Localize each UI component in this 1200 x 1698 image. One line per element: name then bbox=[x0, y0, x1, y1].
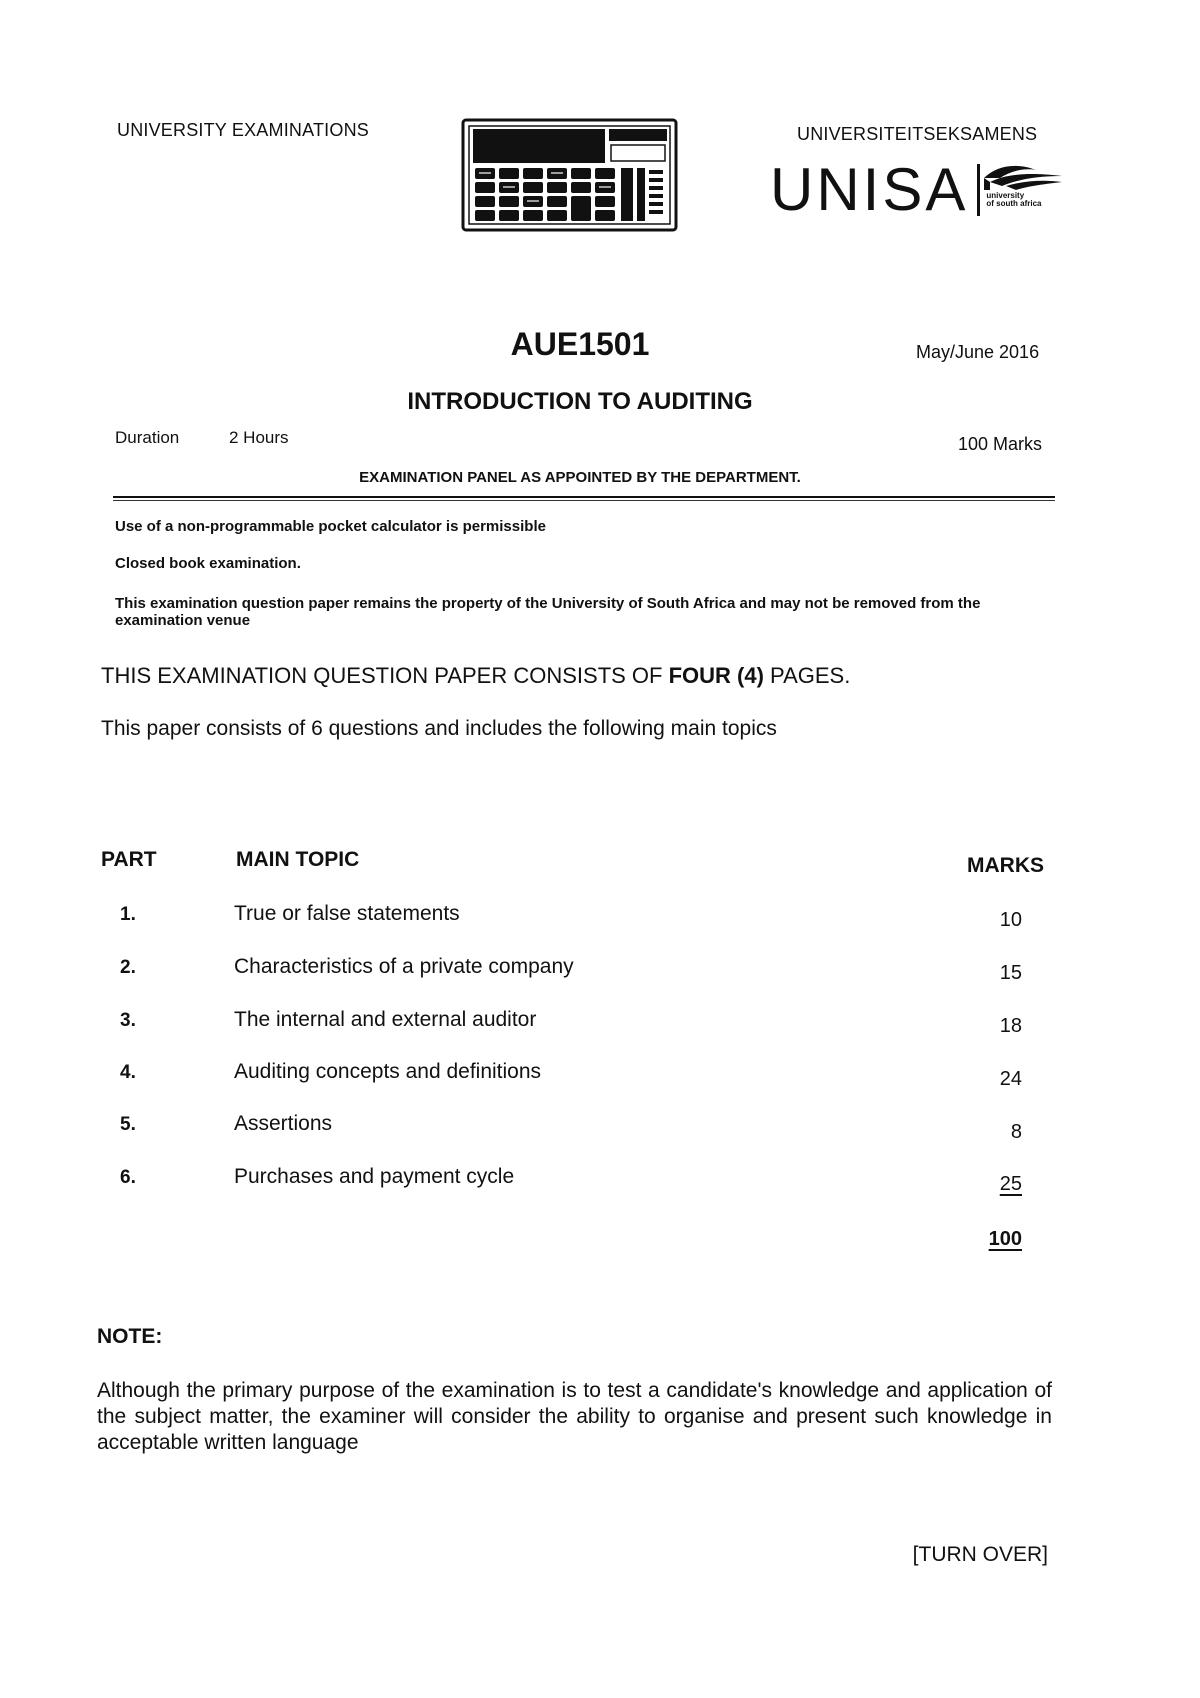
pages-statement-count: FOUR (4) bbox=[668, 663, 764, 688]
row-marks: 18 bbox=[999, 1015, 1022, 1037]
row-marks: 15 bbox=[999, 962, 1022, 984]
unisa-logo-word: UNISA bbox=[770, 156, 969, 223]
header-left-text: UNIVERSITY EXAMINATIONS bbox=[117, 120, 369, 140]
unisa-logo bbox=[770, 156, 1064, 223]
instruction-property: This examination question paper remains the property of the University of South Africa and may not be removed from the examination venue bbox=[115, 595, 981, 629]
row-marks: 8 bbox=[1010, 1121, 1022, 1143]
calculator-icon bbox=[461, 118, 678, 232]
column-header-topic: MAIN TOPIC bbox=[236, 848, 360, 871]
row-part: 2. bbox=[120, 957, 136, 978]
row-topic: Characteristics of a private company bbox=[234, 955, 574, 978]
marks-total-sum: 100 bbox=[988, 1228, 1022, 1250]
exam-date: May/June 2016 bbox=[916, 342, 1040, 362]
instruction-calculator: Use of a non-programmable pocket calculator is permissible bbox=[115, 518, 546, 535]
row-topic: Assertions bbox=[234, 1112, 333, 1135]
unisa-tagline-1: university bbox=[986, 191, 1025, 200]
pages-statement-post: PAGES. bbox=[763, 663, 851, 688]
duration-label: Duration bbox=[115, 428, 180, 447]
row-topic: True or false statements bbox=[234, 902, 460, 925]
row-part: 1. bbox=[120, 904, 136, 925]
course-code: AUE1501 bbox=[510, 326, 650, 362]
row-marks: 24 bbox=[999, 1068, 1022, 1090]
header-right-text: UNIVERSITEITSEKSAMENS bbox=[797, 124, 1038, 144]
course-title: INTRODUCTION TO AUDITING bbox=[407, 388, 753, 415]
divider-rule-thin bbox=[113, 500, 1055, 501]
examination-panel: EXAMINATION PANEL AS APPOINTED BY THE DEPARTMENT. bbox=[359, 469, 801, 486]
note-heading: NOTE: bbox=[97, 1325, 163, 1348]
pages-statement-pre: THIS EXAMINATION QUESTION PAPER CONSISTS OF bbox=[101, 663, 669, 688]
divider-rule bbox=[113, 496, 1055, 498]
row-part: 5. bbox=[120, 1114, 136, 1135]
total-marks: 100 Marks bbox=[958, 434, 1043, 454]
unisa-emblem-icon bbox=[976, 160, 1064, 220]
row-part: 3. bbox=[120, 1010, 136, 1031]
pages-statement bbox=[101, 663, 850, 689]
topics-intro: This paper consists of 6 questions and includes the following main topics bbox=[101, 717, 777, 740]
unisa-tagline-2: of south africa bbox=[986, 199, 1042, 208]
row-part: 6. bbox=[120, 1167, 136, 1188]
row-part: 4. bbox=[120, 1062, 136, 1083]
note-body: Although the primary purpose of the examination is to test a candidate's knowledge and application of the subject matter, the examiner will consider the ability to organise and present such knowledge in acceptable written language bbox=[97, 1379, 1052, 1454]
turn-over: [TURN OVER] bbox=[912, 1543, 1048, 1566]
instruction-closed-book: Closed book examination. bbox=[115, 555, 301, 572]
unisa-tagline bbox=[986, 192, 1041, 208]
row-marks: 10 bbox=[999, 909, 1022, 931]
row-topic: Purchases and payment cycle bbox=[234, 1165, 515, 1188]
column-header-marks: MARKS bbox=[967, 854, 1044, 877]
duration-value: 2 Hours bbox=[229, 428, 289, 447]
row-topic: Auditing concepts and definitions bbox=[234, 1060, 542, 1083]
row-topic: The internal and external auditor bbox=[234, 1008, 537, 1031]
unisa-emblem bbox=[976, 160, 1064, 220]
column-header-part: PART bbox=[101, 848, 157, 871]
row-marks: 25 bbox=[999, 1173, 1022, 1195]
